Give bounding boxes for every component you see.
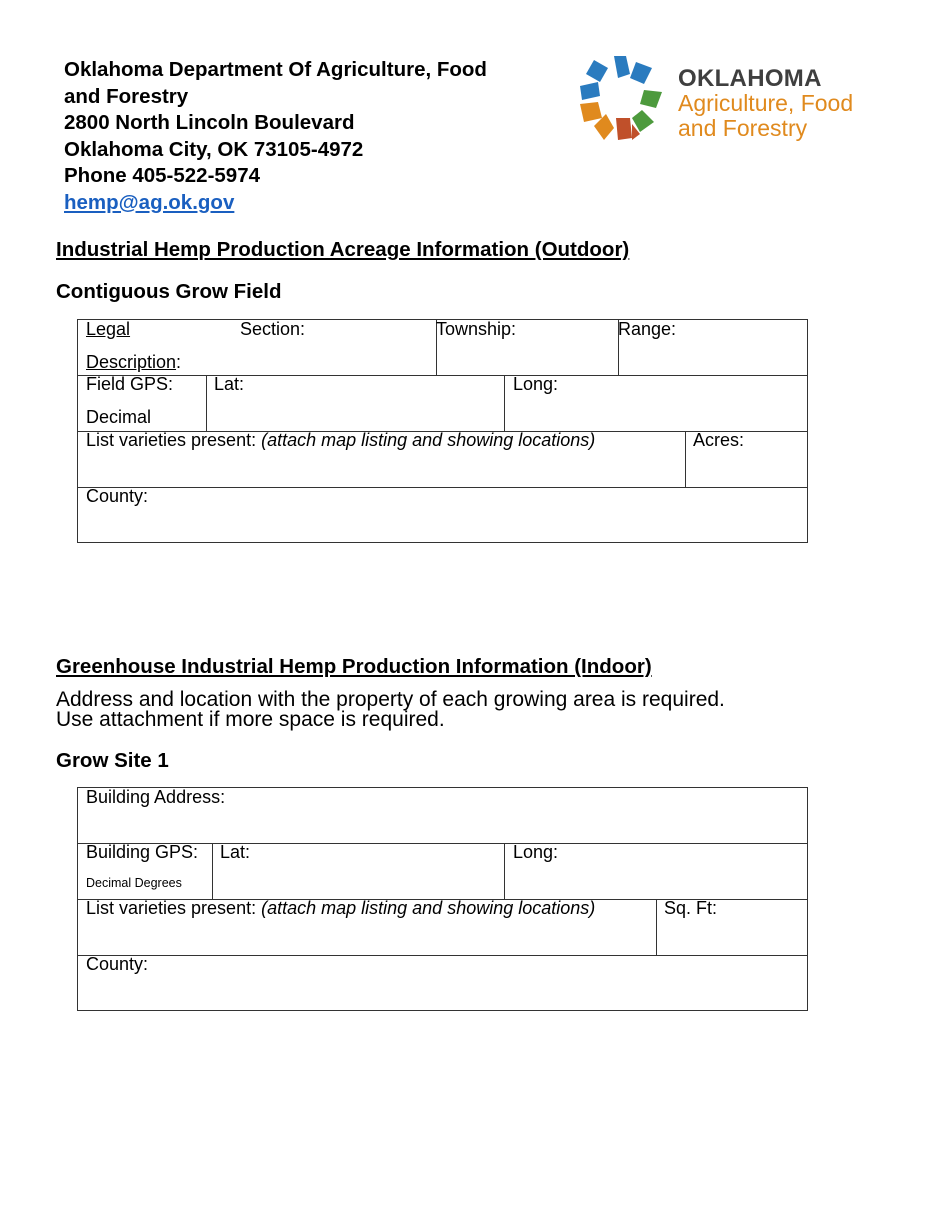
building-varieties-input[interactable] (86, 897, 595, 919)
decimal-degrees-label: Decimal Degrees (86, 876, 182, 890)
field-long-input[interactable]: Long: (513, 374, 559, 394)
outdoor-field-table (77, 319, 808, 543)
phone-number: Phone 405-522-5974 (64, 164, 261, 187)
building-varieties-note: (attach map listing and showing locations) (261, 898, 596, 918)
field-county-input[interactable]: County: (86, 486, 149, 506)
township-input[interactable]: Township: (436, 319, 517, 339)
contact-block (64, 57, 487, 216)
sqft-input[interactable]: Sq. Ft: (664, 898, 718, 918)
building-long-input[interactable]: Long: (513, 842, 559, 862)
field-gps-decimal-label: Decimal (86, 407, 152, 427)
grow-site-heading: Grow Site 1 (56, 749, 169, 772)
grow-field-heading: Contiguous Grow Field (56, 280, 282, 303)
star-logo-icon (574, 52, 669, 147)
city-state-zip: Oklahoma City, OK 73105-4972 (64, 137, 364, 161)
logo-line-agriculture: Agriculture, Food (678, 90, 854, 116)
field-lat-input[interactable]: Lat: (214, 374, 245, 394)
indoor-instructions-line2: Use attachment if more space is required. (56, 708, 445, 731)
field-varieties-label: List varieties present: (86, 430, 257, 450)
org-name-line1: Oklahoma Department Of Agriculture, Food (64, 58, 487, 81)
street-address: 2800 North Lincoln Boulevard (64, 111, 355, 134)
indoor-instructions (56, 690, 725, 730)
org-name-line2: and Forestry (64, 84, 189, 108)
field-varieties-input[interactable] (86, 429, 595, 451)
section-input[interactable]: Section: (240, 319, 306, 339)
range-input[interactable]: Range: (618, 319, 677, 339)
grow-site-table (77, 787, 808, 1011)
building-county-input[interactable]: County: (86, 954, 149, 974)
logo-line-forestry: and Forestry (678, 115, 808, 141)
legal-description-colon: : (176, 352, 182, 372)
field-varieties-note: (attach map listing and showing locations) (261, 430, 596, 450)
field-gps-label: Field GPS: (86, 374, 174, 394)
building-varieties-label: List varieties present: (86, 898, 257, 918)
legal-description-text: Description (86, 352, 177, 372)
logo-line-oklahoma: OKLAHOMA (678, 65, 822, 92)
legal-label-line2 (86, 351, 181, 373)
acres-input[interactable]: Acres: (693, 430, 745, 450)
indoor-instructions-line1: Address and location with the property of each growing area is required. (56, 688, 725, 711)
building-address-input[interactable]: Building Address: (86, 787, 226, 807)
legal-label-line1: Legal (86, 319, 131, 339)
indoor-heading: Greenhouse Industrial Hemp Production Information (Indoor) (56, 655, 652, 678)
building-lat-input[interactable]: Lat: (220, 842, 251, 862)
outdoor-heading: Industrial Hemp Production Acreage Information (Outdoor) (56, 238, 630, 261)
email-link[interactable]: hemp@ag.ok.gov (64, 190, 235, 214)
oklahoma-agriculture-logo (574, 52, 894, 147)
building-gps-label: Building GPS: (86, 842, 199, 862)
